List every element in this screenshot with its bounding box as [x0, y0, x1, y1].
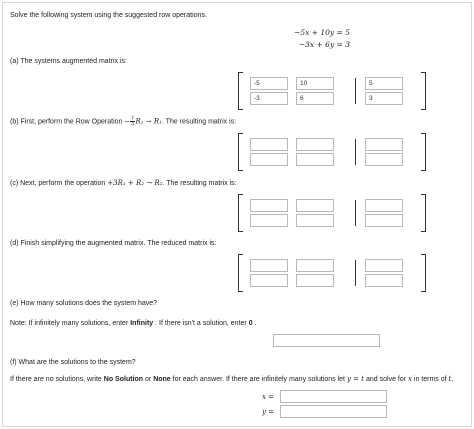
note-text: . If there isn't a solution, enter	[153, 320, 249, 327]
note-math: x	[408, 375, 412, 383]
part-c-label	[10, 179, 237, 188]
note-text: .	[451, 376, 454, 383]
matrix-left-bracket	[238, 72, 243, 110]
augment-bar	[355, 260, 356, 286]
matrix-c-r2c1[interactable]	[250, 214, 288, 227]
part-b-operation: R₁ → R₁	[135, 117, 162, 126]
note-text: in terms of	[411, 376, 449, 383]
augment-bar	[355, 78, 356, 104]
part-b-prefix: (b) First, perform the Row Operation	[10, 118, 125, 126]
note-text: and solve for	[364, 376, 409, 383]
matrix-b-r2c3[interactable]	[365, 153, 403, 166]
part-a-label: (a) The systems augmented matrix is:	[10, 58, 127, 65]
matrix-c-r1c2[interactable]	[296, 199, 334, 212]
matrix-a-r2c2[interactable]	[296, 92, 334, 105]
matrix-left-bracket	[238, 194, 243, 232]
matrix-a-r1c3[interactable]	[365, 77, 403, 90]
part-c-suffix: . The resulting matrix is:	[162, 180, 237, 187]
part-f-label: (f) What are the solutions to the system?	[10, 359, 136, 366]
matrix-a-r1c2[interactable]	[296, 77, 334, 90]
matrix-b	[238, 133, 426, 173]
matrix-c	[238, 194, 426, 234]
matrix-b-r2c1[interactable]	[250, 153, 288, 166]
part-c-operation: +3R₁ + R₂ → R₂	[107, 179, 163, 187]
x-label: x =	[262, 393, 275, 401]
note-no-solution: No Solution	[103, 376, 144, 383]
matrix-c-r2c3[interactable]	[365, 214, 403, 227]
matrix-b-r1c2[interactable]	[296, 138, 334, 151]
note-none: None	[153, 376, 171, 383]
y-solution-input[interactable]	[280, 405, 387, 418]
matrix-d-r1c1[interactable]	[250, 259, 288, 272]
matrix-right-bracket	[421, 72, 426, 110]
part-b-label	[10, 116, 236, 127]
matrix-b-r1c3[interactable]	[365, 138, 403, 151]
part-f-note	[10, 375, 453, 384]
matrix-d-r1c3[interactable]	[365, 259, 403, 272]
note-text: or	[143, 376, 154, 383]
equation-2: −3x + 6y = 3	[298, 40, 350, 49]
augment-bar	[355, 139, 356, 165]
matrix-a	[238, 72, 426, 112]
matrix-right-bracket	[421, 254, 426, 292]
matrix-a-r1c1[interactable]	[250, 77, 288, 90]
matrix-d-r2c2[interactable]	[296, 274, 334, 287]
matrix-b-r1c1[interactable]	[250, 138, 288, 151]
part-c-prefix: (c) Next, perform the operation	[10, 180, 108, 187]
note-text: .	[252, 320, 257, 327]
matrix-right-bracket	[421, 194, 426, 232]
note-math: y = t	[346, 375, 365, 383]
matrix-a-r2c1[interactable]	[250, 92, 288, 105]
part-e-label: (e) How many solutions does the system have?	[10, 300, 158, 307]
matrix-b-r2c2[interactable]	[296, 153, 334, 166]
matrix-d-r1c2[interactable]	[296, 259, 334, 272]
matrix-d	[238, 254, 426, 294]
note-zero: 0	[248, 320, 253, 327]
matrix-c-r2c2[interactable]	[296, 214, 334, 227]
matrix-a-r2c3[interactable]	[365, 92, 403, 105]
fraction-denominator: 5	[131, 121, 135, 127]
part-e-note	[10, 319, 256, 328]
note-text: If there are no solutions, write	[10, 376, 104, 383]
matrix-c-r1c1[interactable]	[250, 199, 288, 212]
matrix-right-bracket	[421, 133, 426, 171]
matrix-c-r1c3[interactable]	[365, 199, 403, 212]
part-d-label: (d) Finish simplifying the augmented matrix. The reduced matrix is:	[10, 240, 217, 247]
matrix-left-bracket	[238, 254, 243, 292]
augment-bar	[355, 200, 356, 226]
part-b-minus: −	[124, 117, 131, 126]
note-infinity: Infinity	[130, 320, 154, 327]
fraction-numerator: 1	[131, 115, 135, 121]
x-solution-input[interactable]	[280, 390, 387, 403]
matrix-d-r2c1[interactable]	[250, 274, 288, 287]
equation-1: −5x + 10y = 5	[294, 28, 350, 37]
y-label: y =	[262, 408, 275, 416]
note-text: for each answer. If there are infinitely many solutions let	[170, 376, 347, 383]
intro-text: Solve the following system using the suggested row operations.	[10, 12, 207, 19]
matrix-d-r2c3[interactable]	[365, 274, 403, 287]
note-math: t	[448, 375, 452, 383]
note-text: Note: If infinitely many solutions, enter	[10, 320, 131, 327]
part-b-suffix: . The resulting matrix is:	[161, 118, 237, 126]
matrix-left-bracket	[238, 133, 243, 171]
num-solutions-input[interactable]	[273, 334, 380, 347]
